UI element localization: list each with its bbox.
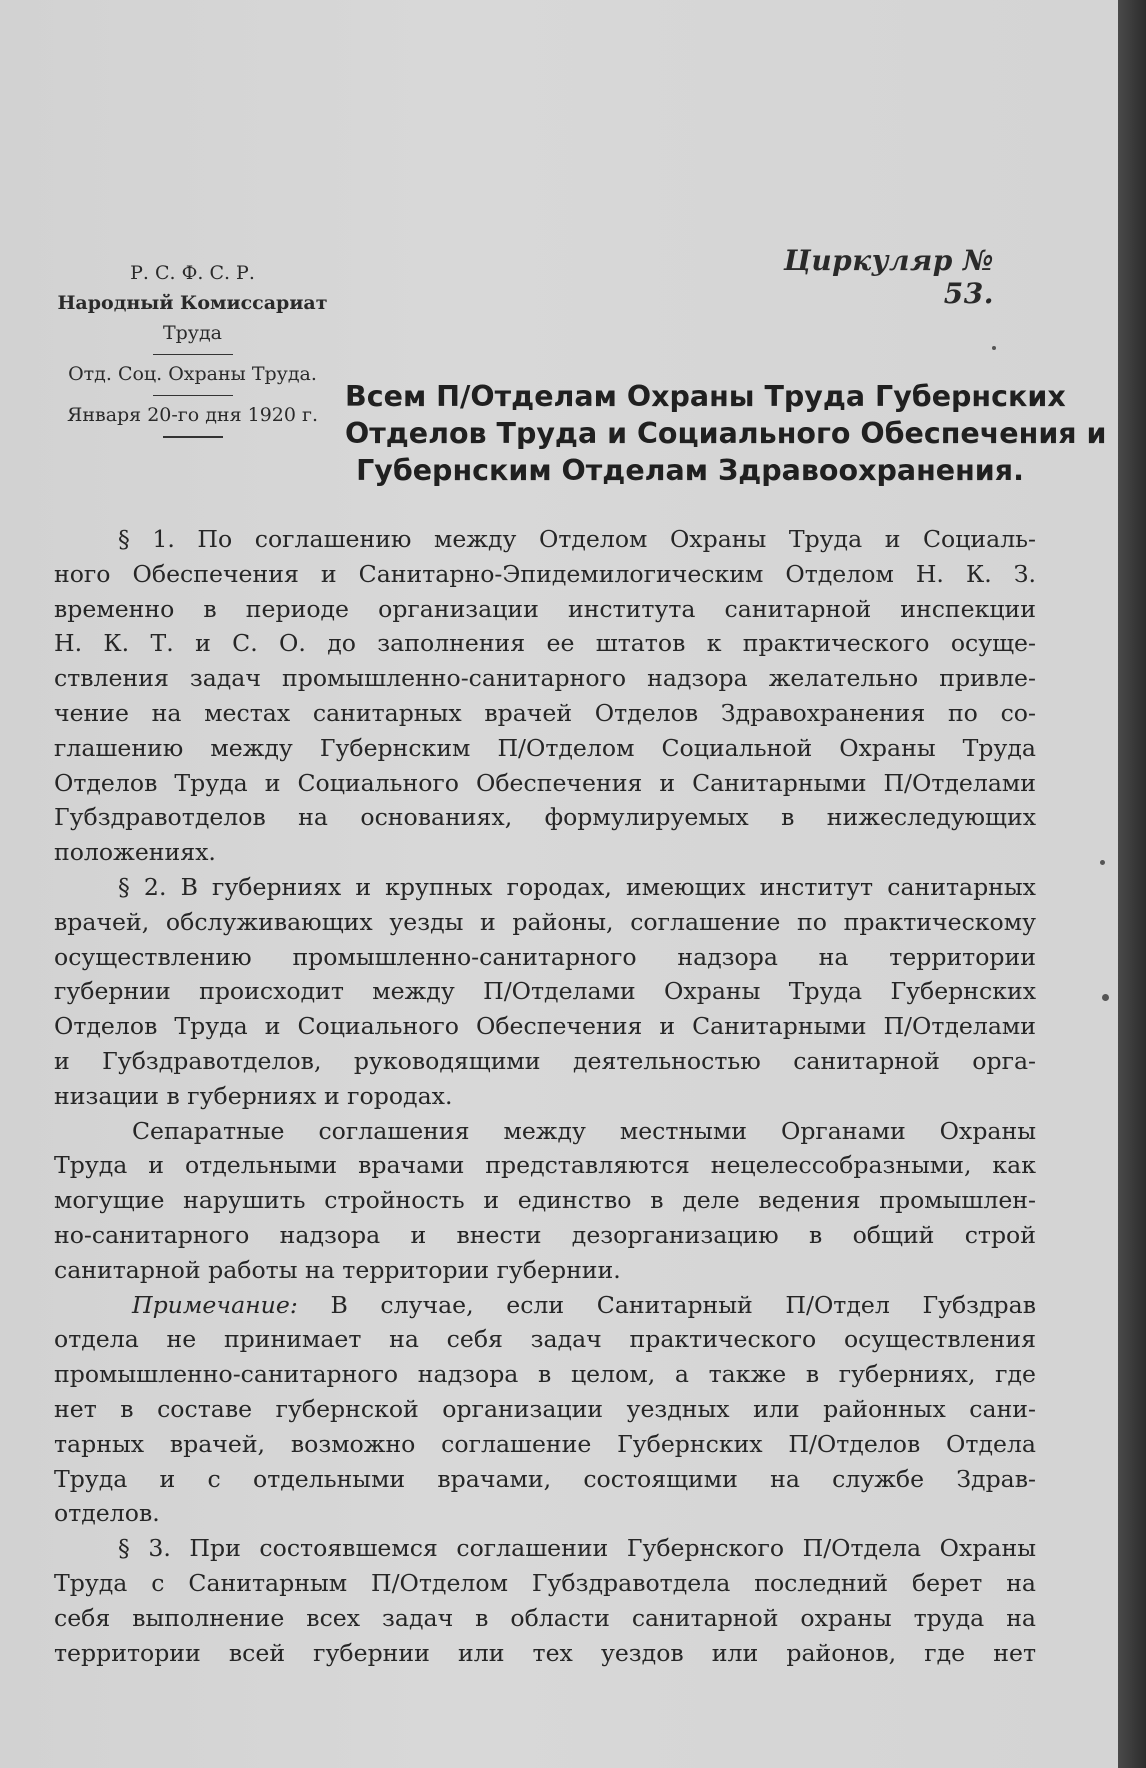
body-line: Сепаратные соглашения между местными Органами Охраны [132,1116,1036,1145]
paper-speck [1102,994,1109,1001]
body-line: территории всей губернии или тех уездов или районов, где нет [54,1638,1036,1667]
body-line: Отделов Труда и Социального Обеспечения и Санитарными П/Отделами [54,768,1036,797]
body-line: себя выполнение всех задач в области санитарной охраны труда на [54,1603,1036,1632]
body-line: ствления задач промышленно-санитарного надзора желательно привле- [54,664,1036,693]
title-line: Отделов Труда и Социального Обеспечения и [345,417,1107,450]
body-line: отдела не принимает на себя задач практического осуществления [54,1325,1036,1354]
body-line: временно в периоде организации института санитарной инспекции [54,594,1036,623]
body-line: Труда и с отдельными врачами, состоящими на службе Здрав- [54,1464,1036,1493]
body-line: осуществлению промышленно-санитарного надзора на территории [54,942,1036,971]
body-line: положениях. [54,838,216,867]
scan-edge [1118,0,1146,1768]
issuer-department: Отд. Соц. Охраны Труда. [68,363,317,385]
body-line: Н. К. Т. и С. О. до заполнения ее штатов к практического осуще- [54,629,1036,658]
circular-number: Циркуляр № 53. [783,244,994,310]
body-line: ного Обеспечения и Санитарно-Эпидемилогическим Отделом Н. К. З. [54,559,1036,588]
body-line: нет в составе губернской организации уездных или районных сани- [54,1394,1036,1423]
body-line: тарных врачей, возможно соглашение Губернских П/Отделов Отдела [54,1429,1036,1458]
issuer-commissariat-cont: Труда [162,322,223,344]
paper-speck [992,346,996,350]
document-body [54,522,1036,1670]
issuer-country: Р. С. Ф. С. Р. [130,262,255,284]
issuer-commissariat: Народный Комиссариат [57,292,328,314]
body-line: губернии происходит между П/Отделами Охраны Труда Губернских [54,977,1036,1006]
body-line: промышленно-санитарного надзора в целом, а также в губерниях, где [54,1360,1036,1389]
body-line: и Губздравотделов, руководящими деятельностью санитарной орга- [54,1046,1036,1075]
body-line: могущие нарушить стройность и единство в деле ведения промышлен- [54,1186,1036,1215]
body-line: низации в губерниях и городах. [54,1081,453,1110]
body-line: § 1. По соглашению между Отделом Охраны Труда и Социаль- [118,525,1036,553]
body-line: § 2. В губерниях и крупных городах, имеющих институт санитарных [118,872,1036,901]
header-divider [153,395,233,396]
title-line: Всем П/Отделам Охраны Труда Губернских [345,380,1066,413]
body-line: Труда и отдельными врачами представляются нецелессобразными, как [54,1151,1036,1180]
note-label: Примечание: [132,1290,298,1319]
body-line: Труда с Санитарным П/Отделом Губздравотдела последний берет на [54,1568,1036,1597]
header-divider [153,354,233,355]
title-line: Губернским Отделам Здравоохранения. [356,454,1024,487]
body-line: § 3. При состоявшемся соглашении Губернского П/Отдела Охраны [118,1534,1036,1563]
document-title [345,378,1107,489]
body-line: отделов. [54,1499,160,1528]
header-divider [163,436,223,438]
note-text: В случае, если Санитарный П/Отдел Губздрав [330,1290,1037,1319]
note-line [54,1288,1036,1323]
body-line: Отделов Труда и Социального Обеспечения и Санитарными П/Отделами [54,1012,1036,1041]
issue-date: Января 20-го дня 1920 г. [66,404,319,426]
body-line: глашению между Губернским П/Отделом Социальной Охраны Труда [54,733,1036,762]
paper-speck [1100,860,1105,865]
body-line: Губздравотделов на основаниях, формулируемых в нижеследующих [54,803,1036,832]
body-line: но-санитарного надзора и внести дезорганизацию в общий строй [54,1220,1036,1249]
body-line: врачей, обслуживающих уезды и районы, соглашение по практическому [54,907,1036,936]
issuer-header [40,262,345,446]
body-line: санитарной работы на территории губернии. [54,1255,621,1284]
body-line: чение на местах санитарных врачей Отделов Здравохранения по со- [54,698,1036,727]
